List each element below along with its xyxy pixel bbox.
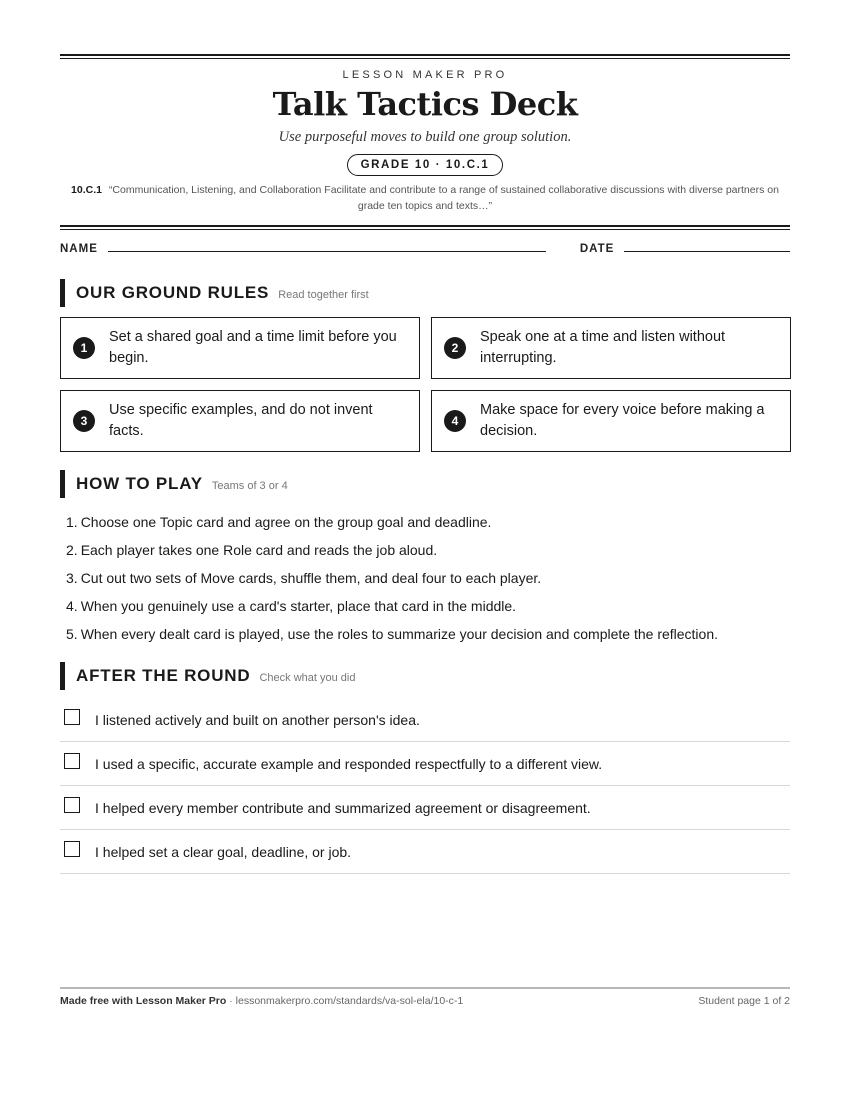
section-note: Read together first [278, 289, 369, 301]
step-text: When every dealt card is played, use the roles to summarize your decision and complete the reflection. [80, 626, 719, 642]
step-item [66, 592, 790, 620]
section-title: OUR GROUND RULES [76, 283, 270, 302]
step-number: 4. [66, 598, 78, 614]
step-text: Cut out two sets of Move cards, shuffle them, and deal four to each player. [80, 570, 542, 586]
page-number: Student page 1 of 2 [698, 995, 790, 1007]
name-label: NAME [60, 243, 98, 255]
standard-text: “Communication, Listening, and Collaboration Facilitate and contribute to a range of sustained collaborative discussions with diverse partners on grade ten topics and texts…” [108, 184, 779, 212]
section-note: Teams of 3 or 4 [211, 480, 288, 492]
checkbox[interactable] [64, 841, 80, 857]
ground-rule-card [60, 390, 420, 452]
name-date-bar [60, 243, 790, 255]
step-item [66, 536, 790, 564]
checklist-item [60, 698, 790, 742]
checkbox[interactable] [64, 753, 80, 769]
checklist-item [60, 830, 790, 874]
step-number: 2. [66, 542, 78, 558]
checklist-text: I helped every member contribute and summarized agreement or disagreement. [95, 799, 591, 816]
rule-text: Speak one at a time and listen without interrupting. [480, 329, 726, 366]
date-write-line[interactable] [624, 251, 790, 252]
step-number: 1. [66, 514, 78, 530]
step-number: 5. [66, 626, 78, 642]
checklist-item [60, 786, 790, 830]
ground-rules-grid [60, 317, 790, 452]
header-bottom-rule [60, 225, 790, 227]
page-title: Talk Tactics Deck [272, 85, 578, 123]
footer-credit [60, 995, 463, 1007]
how-to-play-steps [66, 508, 790, 648]
page-footer [60, 987, 790, 1007]
rule-text: Use specific examples, and do not invent facts. [109, 402, 373, 439]
standard-description [64, 182, 786, 214]
date-label: DATE [579, 243, 615, 255]
step-text: Choose one Topic card and agree on the group goal and deadline. [80, 514, 492, 530]
checkbox[interactable] [64, 797, 80, 813]
step-item [66, 564, 790, 592]
ground-rule-card [431, 317, 791, 379]
reflection-checklist [60, 698, 790, 874]
checklist-item [60, 742, 790, 786]
rule-number-badge: 1 [73, 337, 95, 359]
checkbox[interactable] [64, 709, 80, 725]
footer-made-with: Made free with Lesson Maker Pro [60, 995, 227, 1007]
rule-text: Make space for every voice before making a decision. [480, 402, 765, 439]
ground-rules-heading [60, 279, 790, 307]
section-title: AFTER THE ROUND [76, 666, 251, 685]
step-number: 3. [66, 570, 78, 586]
rule-number-badge: 3 [73, 410, 95, 432]
ground-rule-card [431, 390, 791, 452]
step-text: When you genuinely use a card's starter, place that card in the middle. [80, 598, 517, 614]
brand-name: LESSON MAKER PRO [342, 69, 508, 81]
rule-number-badge: 4 [444, 410, 466, 432]
header-top-rule [60, 54, 790, 56]
worksheet-page [60, 54, 790, 874]
checklist-text: I helped set a clear goal, deadline, or job. [95, 843, 352, 860]
step-item [66, 508, 790, 536]
after-round-heading [60, 662, 790, 690]
step-item [66, 620, 790, 648]
grade-badge: GRADE 10 · 10.C.1 [347, 154, 504, 176]
how-to-play-heading [60, 470, 790, 498]
page-subtitle: Use purposeful moves to build one group solution. [278, 129, 572, 145]
footer-url[interactable]: · lessonmakerpro.com/standards/va-sol-ela/10-c-1 [229, 995, 464, 1007]
checklist-text: I listened actively and built on another person's idea. [95, 711, 420, 728]
checklist-text: I used a specific, accurate example and responded respectfully to a different view. [95, 755, 603, 772]
standard-code: 10.C.1 [71, 184, 102, 196]
rule-text: Set a shared goal and a time limit before you begin. [109, 329, 397, 366]
name-write-line[interactable] [108, 251, 546, 252]
rule-number-badge: 2 [444, 337, 466, 359]
step-text: Each player takes one Role card and reads the job aloud. [80, 542, 438, 558]
section-note: Check what you did [259, 672, 356, 684]
section-title: HOW TO PLAY [76, 474, 203, 493]
ground-rule-card [60, 317, 420, 379]
